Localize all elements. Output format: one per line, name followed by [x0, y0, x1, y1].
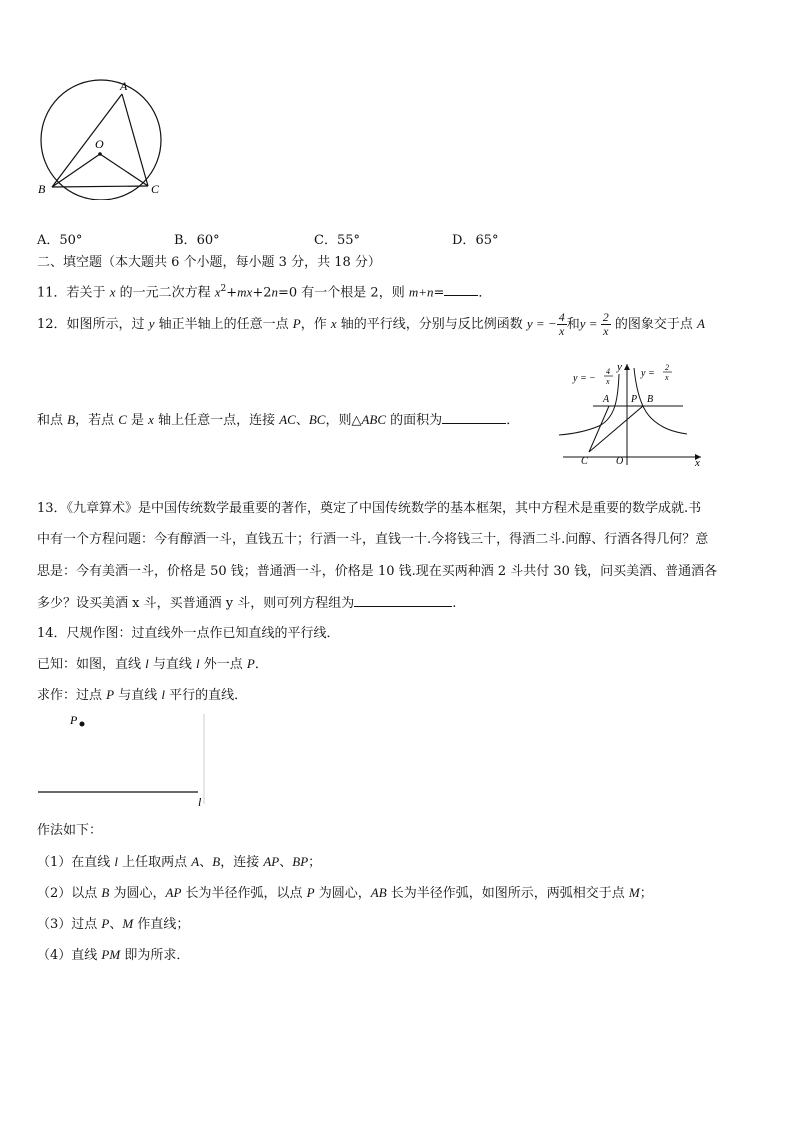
- graph-x-label: x: [695, 457, 700, 468]
- graph-label-p: P: [631, 394, 638, 405]
- step-3: （3）过点 P、M 作直线；: [37, 916, 190, 932]
- method-heading: 作法如下：: [37, 823, 103, 838]
- segment-ac: [122, 94, 148, 186]
- circle-figure: [30, 76, 175, 200]
- question-14-title: 14．尺规作图：过直线外一点作已知直线的平行线．: [37, 626, 340, 641]
- section-heading: 二、填空题（本大题共 6 个小题，每小题 3 分，共 18 分）: [37, 255, 381, 270]
- option-c: C．55°: [314, 233, 360, 248]
- option-d: D．65°: [452, 233, 499, 248]
- question-14-known: 已知：如图，直线 l 与直线 l 外一点 P．: [37, 656, 268, 672]
- answer-blank-12[interactable]: [442, 411, 506, 424]
- label-a: A: [120, 79, 128, 93]
- question-13-line2: 中有一个方程问题：今有醇酒一斗，直钱五十；行酒一斗，直钱一十.今将钱三十，得酒二斗.问醇、行酒各得几何？意: [37, 532, 709, 547]
- graph-label-b: B: [647, 394, 654, 405]
- graph-label-a: A: [603, 394, 610, 405]
- question-13-line3: 思是：今有美酒一斗，价格是 50 钱；普通酒一斗，价格是 10 钱.现在买两种酒 2 斗共付 30 钱，问买美酒、普通酒各: [37, 564, 718, 579]
- question-11: 11．若关于 x 的一元二次方程 $x^2+mx+2n=0$ 有一个根是 2，则 m+n= ．: [37, 284, 492, 301]
- step-2: （2）以点 B 为圆心，AP 长为半径作弧，以点 P 为圆心，AB 长为半径作弧，如图所示，两弧相交于点 M；: [37, 885, 653, 901]
- answer-blank-11[interactable]: [444, 283, 478, 296]
- step-1: （1）在直线 l 上任取两点 A、B，连接 AP、BP；: [37, 854, 322, 870]
- point-p: [80, 722, 85, 727]
- graph-label-f1: y = −: [573, 373, 596, 384]
- step-4: （4）直线 PM 即为所求．: [37, 947, 190, 963]
- graph-label-f2: y =: [641, 368, 655, 379]
- label-b: B: [38, 182, 46, 196]
- hyperbola-graph: [555, 360, 705, 468]
- question-13-line4: 多少？设买美酒 x 斗，买普通酒 y 斗，则可列方程组为 .: [37, 596, 457, 611]
- question-12-line1: 12．如图所示，过 y 轴正半轴上的任意一点 P，作 x 轴的平行线，分别与反比例函数 y = − $\frac{4}{x}$ 和y = $\frac{2}{x}$ 的图象交于点 A: [37, 310, 705, 338]
- option-b: B．60°: [174, 233, 220, 248]
- graph-y-label: y: [617, 361, 622, 373]
- segment-ob: [52, 154, 100, 187]
- graph-label-o: O: [616, 456, 624, 467]
- label-c: C: [151, 182, 160, 196]
- fraction-neg4-over-x: $\frac{4}{x}$: [558, 310, 565, 338]
- fraction-2-over-x: $\frac{2}{x}$: [602, 310, 609, 338]
- graph-f2-den: x: [665, 373, 669, 382]
- graph-f2-num: 2: [665, 363, 669, 372]
- label-p: P: [70, 713, 78, 727]
- question-13-line1: 13．《九章算术》是中国传统数学最重要的著作，奠定了中国传统数学的基本框架，其中方程术是重要的数学成就.书: [37, 501, 702, 516]
- segment-ab: [52, 94, 122, 187]
- answer-blank-13[interactable]: [354, 594, 452, 607]
- segment-cb: [589, 406, 643, 452]
- y-axis-arrow: [624, 364, 630, 370]
- graph-f1-num: 4: [606, 367, 610, 376]
- graph-f1-den: x: [606, 377, 610, 386]
- segment-bc: [52, 186, 148, 187]
- center-dot: [98, 152, 102, 156]
- graph-label-c: C: [581, 456, 588, 467]
- question-12-line2: 和点 B，若点 C 是 x 轴上任意一点，连接 AC、BC，则△ABC 的面积为 ．: [37, 412, 520, 428]
- label-o: O: [95, 137, 104, 151]
- question-14-make: 求作：过点 P 与直线 l 平行的直线．: [37, 687, 248, 703]
- label-l: l: [198, 795, 202, 809]
- line-point-figure: [36, 712, 208, 810]
- option-a: A．50°: [37, 233, 83, 248]
